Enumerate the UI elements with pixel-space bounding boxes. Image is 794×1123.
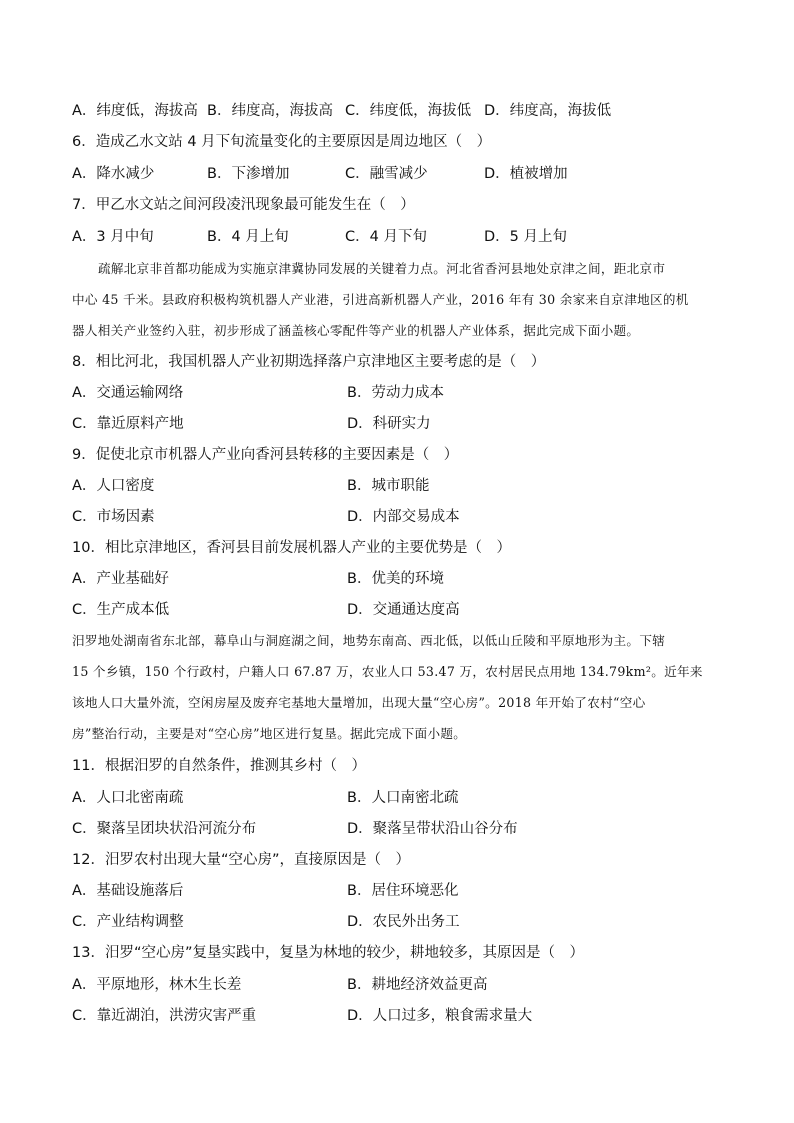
q5-option-a: A．纬度低，海拔高 bbox=[72, 103, 198, 119]
passage-1-line-2: 中心 45 千米。县政府积极构筑机器人产业港，引进高新机器人产业，2016 年有 30 余家来自京津地区的机 bbox=[72, 292, 689, 307]
q6-option-c: C．融雪减少 bbox=[345, 166, 428, 182]
q9-stem: 9．促使北京市机器人产业向香河县转移的主要因素是（ ） bbox=[72, 447, 459, 463]
q13-option-c: C．靠近湖泊，洪涝灾害严重 bbox=[72, 1008, 257, 1024]
q7-stem: 7．甲乙水文站之间河段凌汛现象最可能发生在（ ） bbox=[72, 197, 415, 213]
q8-option-b: B．劳动力成本 bbox=[347, 385, 444, 401]
q5-option-b: B．纬度高，海拔高 bbox=[207, 103, 333, 119]
q8-option-a: A．交通运输网络 bbox=[72, 385, 184, 401]
q8-stem: 8．相比河北，我国机器人产业初期选择落户京津地区主要考虑的是（ ） bbox=[72, 354, 546, 370]
q9-option-b: B．城市职能 bbox=[347, 478, 430, 494]
q13-option-a: A．平原地形，林木生长差 bbox=[72, 977, 242, 993]
q6-option-a: A．降水减少 bbox=[72, 166, 155, 182]
q6-stem: 6．造成乙水文站 4 月下旬流量变化的主要原因是周边地区（ ） bbox=[72, 134, 492, 150]
q10-option-c: C．生产成本低 bbox=[72, 602, 170, 618]
q5-option-c: C．纬度低，海拔低 bbox=[345, 103, 472, 119]
q10-option-a: A．产业基础好 bbox=[72, 571, 169, 587]
q7-option-a: A．3 月中旬 bbox=[72, 229, 154, 245]
passage-2-line-3: 该地人口大量外流，空闲房屋及废弃宅基地大量增加，出现大量“空心房”。2018 年开始了农村“空心 bbox=[72, 695, 646, 710]
passage-2-line-4: 房”整治行动，主要是对“空心房”地区进行复垦。据此完成下面小题。 bbox=[72, 726, 467, 741]
q7-option-d: D．5 月上旬 bbox=[484, 229, 567, 245]
q5-option-d: D．纬度高，海拔低 bbox=[484, 103, 612, 119]
q6-option-d: D．植被增加 bbox=[484, 166, 568, 182]
q13-option-d: D．人口过多，粮食需求量大 bbox=[347, 1008, 533, 1024]
q11-stem: 11．根据汨罗的自然条件，推测其乡村（ ） bbox=[72, 758, 366, 774]
passage-2-line-1: 汨罗地处湖南省东北部，幕阜山与洞庭湖之间，地势东南高、西北低，以低山丘陵和平原地形为主。下辖 bbox=[72, 633, 666, 648]
q12-option-c: C．产业结构调整 bbox=[72, 914, 184, 930]
q13-stem: 13．汨罗“空心房”复垦实践中，复垦为林地的较少，耕地较多，其原因是（ ） bbox=[72, 945, 584, 961]
q6-option-b: B．下渗增加 bbox=[207, 166, 290, 182]
q13-option-b: B．耕地经济效益更高 bbox=[347, 977, 488, 993]
q11-option-d: D．聚落呈带状沿山谷分布 bbox=[347, 821, 518, 837]
q9-option-d: D．内部交易成本 bbox=[347, 509, 460, 525]
q12-stem: 12．汨罗农村出现大量“空心房”，直接原因是（ ） bbox=[72, 852, 410, 868]
q7-option-b: B．4 月上旬 bbox=[207, 229, 289, 245]
q10-stem: 10．相比京津地区，香河县目前发展机器人产业的主要优势是（ ） bbox=[72, 540, 511, 556]
q8-option-c: C．靠近原料产地 bbox=[72, 416, 184, 432]
q10-option-d: D．交通通达度高 bbox=[347, 602, 460, 618]
q12-option-a: A．基础设施落后 bbox=[72, 883, 184, 899]
q12-option-b: B．居住环境恶化 bbox=[347, 883, 459, 899]
q10-option-b: B．优美的环境 bbox=[347, 571, 444, 587]
q9-option-a: A．人口密度 bbox=[72, 478, 155, 494]
q11-option-b: B．人口南密北疏 bbox=[347, 790, 459, 806]
passage-1-line-3: 器人相关产业签约入驻，初步形成了涵盖核心零配件等产业的机器人产业体系，据此完成下面小题。 bbox=[72, 323, 640, 338]
q8-option-d: D．科研实力 bbox=[347, 416, 431, 432]
q9-option-c: C．市场因素 bbox=[72, 509, 155, 525]
q11-option-c: C．聚落呈团块状沿河流分布 bbox=[72, 821, 257, 837]
passage-2-line-2: 15 个乡镇，150 个行政村，户籍人口 67.87 万，农业人口 53.47 万，农村居民点用地 134.79km²。近年来 bbox=[72, 664, 703, 679]
q11-option-a: A．人口北密南疏 bbox=[72, 790, 184, 806]
passage-1-line-1: 疏解北京非首都功能成为实施京津冀协同发展的关键着力点。河北省香河县地处京津之间，距北京市 bbox=[98, 261, 666, 276]
q7-option-c: C．4 月下旬 bbox=[345, 229, 427, 245]
q12-option-d: D．农民外出务工 bbox=[347, 914, 460, 930]
